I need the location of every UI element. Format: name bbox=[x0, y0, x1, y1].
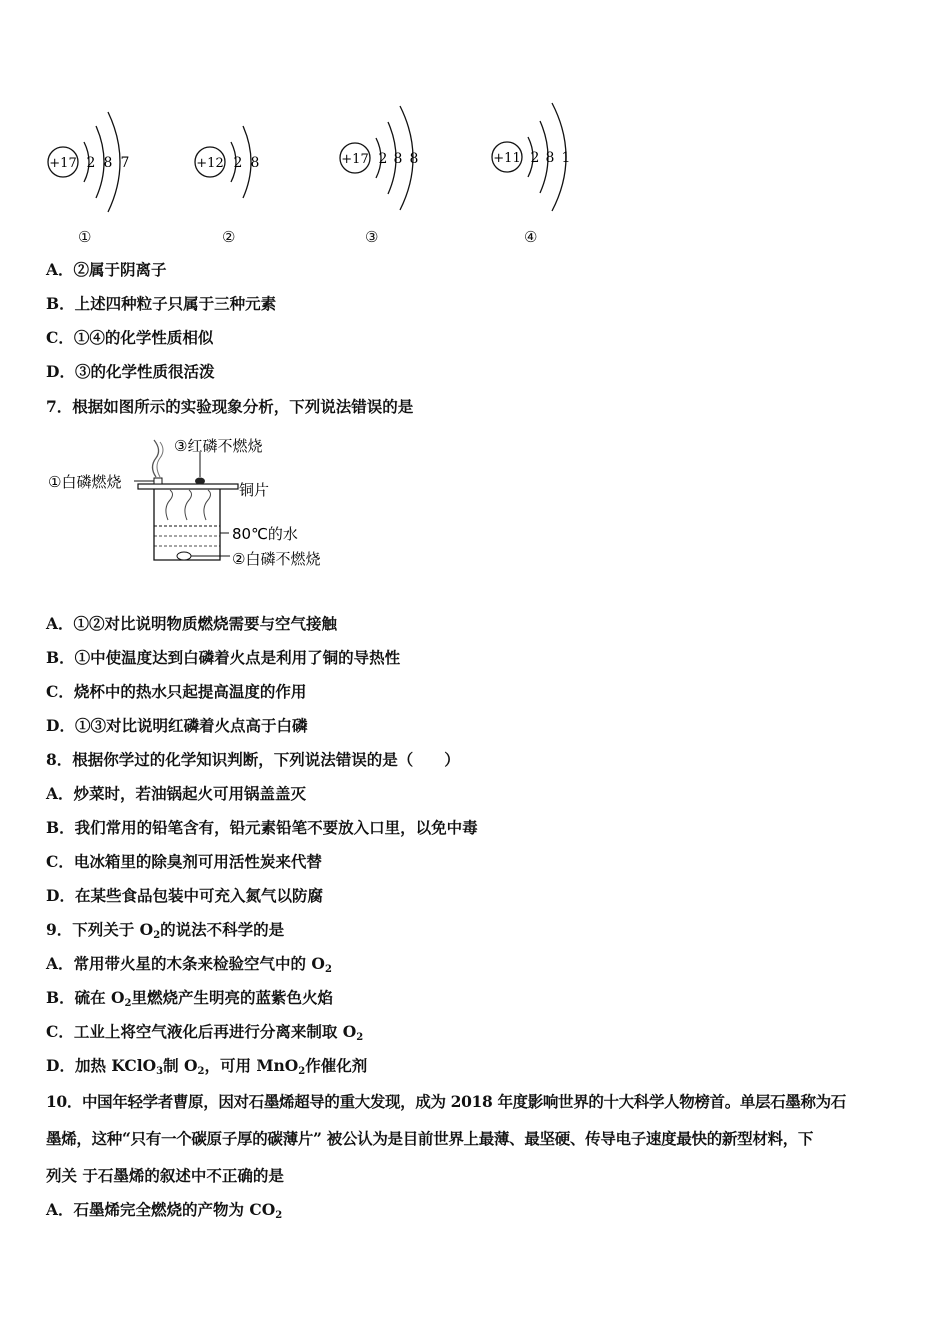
q9-option-b-text: 里燃烧产生明亮的蓝紫色火焰 bbox=[131, 988, 333, 1007]
atom-structure-4 bbox=[488, 95, 598, 219]
q10-stem-line-3: 列关 于石墨烯的叙述中不正确的是 bbox=[46, 1166, 284, 1185]
q9-option-b-text: B．硫在 O bbox=[46, 988, 125, 1007]
subscript: 2 bbox=[275, 1210, 283, 1221]
q6-option-d: D．③的化学性质很活泼 bbox=[46, 362, 215, 381]
q8-option-d: D．在某些食品包装中可充入氮气以防腐 bbox=[46, 886, 323, 905]
q8-option-a: A．炒菜时，若油锅起火可用锅盖盖灭 bbox=[46, 784, 307, 803]
shell-count: 8 bbox=[545, 150, 555, 166]
q9-option-b bbox=[46, 988, 333, 1014]
label-red-phosphorus: ③红磷不燃烧 bbox=[174, 437, 263, 455]
shell-count: 8 bbox=[103, 155, 113, 171]
shell-count: 1 bbox=[561, 150, 571, 166]
shell-count: 2 bbox=[86, 155, 96, 171]
q10-stem-line-2: 墨烯，这种“只有一个碳原子厚的碳薄片” 被公认为是目前世界上最薄、最坚硬、传导电子速度最快的新型材料，下 bbox=[46, 1129, 814, 1148]
q9-option-c-text: C．工业上将空气液化后再进行分离来制取 O bbox=[46, 1022, 357, 1041]
atom-diagram-1 bbox=[44, 100, 154, 250]
atom-structure-2 bbox=[191, 100, 281, 220]
q9-stem-text: 9．下列关于 O bbox=[46, 920, 154, 939]
shell-count: 8 bbox=[393, 151, 403, 167]
atom-structure-1 bbox=[44, 100, 154, 220]
subscript: 3 bbox=[156, 1066, 164, 1077]
atom-label: ③ bbox=[365, 228, 379, 246]
q9-stem bbox=[46, 920, 284, 946]
shell-count: 2 bbox=[233, 155, 243, 171]
q7-option-c: C．烧杯中的热水只起提高温度的作用 bbox=[46, 682, 307, 701]
q7-option-d: D．①③对比说明红磷着火点高于白磷 bbox=[46, 716, 308, 735]
subscript: 2 bbox=[153, 930, 161, 941]
atom-nucleus: +12 bbox=[196, 156, 224, 171]
q10-option-a bbox=[46, 1200, 282, 1226]
q10-option-a-text: A．石墨烯完全燃烧的产物为 CO bbox=[46, 1200, 276, 1219]
shell-count: 2 bbox=[378, 151, 388, 167]
q6-option-b: B．上述四种粒子只属于三种元素 bbox=[46, 294, 277, 313]
subscript: 2 bbox=[324, 964, 332, 975]
subscript: 2 bbox=[356, 1032, 364, 1043]
q9-option-d-text: 作催化剂 bbox=[305, 1056, 368, 1075]
shell-count: 7 bbox=[120, 155, 130, 171]
shell-count: 8 bbox=[250, 155, 260, 171]
q9-option-d-text: D．加热 KClO bbox=[46, 1056, 157, 1075]
label-white-phosphorus-burning: ①白磷燃烧 bbox=[48, 473, 122, 491]
atom-diagram-4 bbox=[488, 95, 598, 250]
subscript: 2 bbox=[298, 1066, 306, 1077]
subscript: 2 bbox=[197, 1066, 205, 1077]
label-hot-water: 80℃的水 bbox=[232, 525, 298, 543]
q9-option-a bbox=[46, 954, 332, 980]
q6-option-c: C．①④的化学性质相似 bbox=[46, 328, 214, 347]
q7-option-a: A．①②对比说明物质燃烧需要与空气接触 bbox=[46, 614, 338, 633]
atom-nucleus: +17 bbox=[341, 152, 369, 167]
atom-diagram-2 bbox=[191, 100, 281, 250]
q6-option-a: A．②属于阴离子 bbox=[46, 260, 167, 279]
q7-stem: 7．根据如图所示的实验现象分析，下列说法错误的是 bbox=[46, 397, 414, 416]
q7-option-b: B．①中使温度达到白磷着火点是利用了铜的导热性 bbox=[46, 648, 401, 667]
atom-structure-3 bbox=[336, 96, 446, 220]
atom-diagram-3 bbox=[336, 96, 446, 250]
atom-label: ② bbox=[222, 228, 236, 246]
q8-option-c: C．电冰箱里的除臭剂可用活性炭来代替 bbox=[46, 852, 322, 871]
q9-option-a-text: A．常用带火星的木条来检验空气中的 O bbox=[46, 954, 325, 973]
combustion-experiment-diagram bbox=[46, 432, 346, 577]
label-white-phosphorus-water: ②白磷不燃烧 bbox=[232, 550, 321, 568]
atom-label: ① bbox=[78, 228, 92, 246]
shell-count: 8 bbox=[409, 151, 419, 167]
q9-stem-text: 的说法不科学的是 bbox=[160, 920, 285, 939]
atom-nucleus: +11 bbox=[493, 151, 521, 166]
q8-stem: 8．根据你学过的化学知识判断，下列说法错误的是（ ） bbox=[46, 750, 460, 769]
subscript: 2 bbox=[124, 998, 132, 1009]
q10-stem-line-1: 10．中国年轻学者曹原，因对石墨烯超导的重大发现，成为 2018 年度影响世界的十大科学人物榜首。单层石墨称为石 bbox=[46, 1092, 846, 1111]
atom-nucleus: +17 bbox=[49, 156, 77, 171]
q9-option-d-text: 制 O bbox=[163, 1056, 198, 1075]
q9-option-c bbox=[46, 1022, 363, 1048]
q9-option-d bbox=[46, 1056, 367, 1082]
q8-option-b: B．我们常用的铅笔含有，铅元素铅笔不要放入口里，以免中毒 bbox=[46, 818, 478, 837]
q9-option-d-text: ，可用 MnO bbox=[204, 1056, 299, 1075]
atom-label: ④ bbox=[524, 228, 538, 246]
shell-count: 2 bbox=[530, 150, 540, 166]
label-copper-plate: 铜片 bbox=[239, 481, 270, 499]
